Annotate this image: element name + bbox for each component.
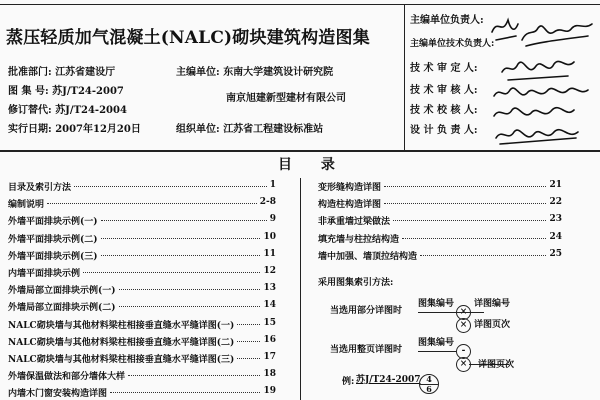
- signature-5: [494, 108, 574, 116]
- toc-entry: [8, 369, 276, 382]
- toc-entry: [8, 335, 276, 348]
- whole-page-label: 当选用整页详图时: [330, 345, 403, 355]
- atlas-number-label-2: 图集编号: [418, 338, 455, 348]
- toc-entry-page: 19: [263, 386, 276, 397]
- toc-entry-label: 墙中加强、墙顶拉结构造: [318, 251, 418, 262]
- toc-entry-page: 11: [263, 248, 276, 259]
- toc-entry-label: 目录及索引方法: [8, 183, 72, 193]
- signature-2: [522, 24, 592, 46]
- toc-entry-label: 变形缝构造详图: [318, 183, 382, 193]
- toc-entry-page: 10: [263, 231, 276, 242]
- contents-column-divider: [300, 178, 301, 400]
- whole-detail-circle: -: [456, 344, 471, 359]
- signature-3: [502, 61, 574, 80]
- top-border: [0, 4, 600, 5]
- toc-entry-label: NALC砌块墙与其他材料梁柱相接垂直缝水平缝详图(一): [8, 320, 235, 331]
- whole-leader-line: [418, 351, 456, 352]
- resp-technical-head: 主编单位技术负责人:: [410, 39, 495, 49]
- toc-entry: [318, 214, 562, 227]
- toc-leader-dots: [101, 238, 260, 239]
- toc-entry-page: 22: [549, 197, 562, 208]
- resp-auditor: 技 术 审 核 人:: [410, 85, 478, 96]
- toc-leader-dots: [402, 238, 546, 239]
- resp-checker: 技 术 校 核 人:: [410, 105, 478, 116]
- atlas-number-label-1: 图集编号: [418, 299, 455, 309]
- whole-page-circle: ×: [456, 357, 471, 372]
- toc-leader-dots: [101, 220, 267, 221]
- signature-4: [494, 88, 588, 96]
- toc-leader-dots: [237, 358, 260, 359]
- example-atlas-number: 苏J/T24-2007: [356, 375, 421, 385]
- toc-entry: [8, 318, 276, 331]
- toc-entry-page: 23: [549, 214, 562, 225]
- toc-entry-label: 非承重墙过梁做法: [318, 217, 391, 228]
- toc-entry: [8, 386, 276, 399]
- detail-page-label-2: 详图页次: [478, 360, 515, 370]
- toc-leader-dots: [119, 289, 260, 290]
- toc-entry-page: 9: [269, 214, 276, 225]
- info-replaces: 修订替代: 苏J/T24-2004: [8, 105, 127, 116]
- contents-heading: 目 录: [278, 157, 347, 173]
- resp-chief-unit-head: 主编单位负责人:: [410, 15, 484, 26]
- partial-leader-line: [418, 312, 456, 313]
- toc-entry-label: 外墙平面排块示例(三): [8, 251, 98, 262]
- toc-entry-label: 外墙保温做法和部分墙体大样: [8, 372, 126, 383]
- toc-entry: [8, 249, 276, 262]
- toc-entry-label: 构造柱构造详图: [318, 200, 382, 211]
- info-organizer: 组织单位: 江苏省工程建设标准站: [176, 124, 324, 135]
- toc-entry-label: 编制说明: [8, 200, 45, 211]
- toc-entry: [8, 180, 276, 193]
- toc-entry: [8, 266, 276, 279]
- example-detail-number: 4: [420, 375, 438, 385]
- toc-entry: [8, 232, 276, 245]
- toc-entry-page: 17: [263, 352, 276, 362]
- toc-leader-dots: [110, 392, 260, 393]
- toc-leader-dots: [384, 203, 546, 204]
- toc-entry-label: 外墙局部立面排块示例(一): [8, 286, 116, 297]
- example-index-circle: [419, 374, 439, 394]
- toc-leader-dots: [420, 255, 546, 256]
- example-label: 例:: [342, 377, 355, 387]
- info-atlas-number: 图 集 号: 苏J/T24-2007: [8, 86, 124, 97]
- toc-entry-page: 13: [263, 283, 276, 294]
- header-divider: [0, 150, 600, 152]
- index-method-heading: 采用图集索引方法:: [318, 278, 394, 288]
- header-vertical-divider: [404, 4, 405, 150]
- toc-leader-dots: [393, 220, 546, 221]
- toc-entry-page: 16: [263, 334, 276, 345]
- detail-number-label-1: 详图编号: [474, 299, 511, 309]
- toc-entry-page: 25: [549, 248, 562, 259]
- toc-entry: [8, 283, 276, 296]
- toc-entry-label: NALC砌块墙与其他材料梁柱相接垂直缝水平缝详图(三): [8, 355, 235, 365]
- toc-entry: [8, 197, 276, 210]
- toc-entry-page: 15: [263, 317, 276, 328]
- info-chief-editor-unit: 主编单位: 东南大学建筑设计研究院: [176, 67, 334, 78]
- toc-entry: [318, 232, 562, 245]
- toc-leader-dots: [119, 306, 260, 307]
- info-approver: 批准部门: 江苏省建设厅: [8, 67, 116, 78]
- toc-entry-label: 外墙平面排块示例(二): [8, 234, 98, 245]
- toc-entry-label: 填充墙与柱拉结构造: [318, 234, 400, 245]
- toc-entry-label: 外墙局部立面排块示例(二): [8, 303, 116, 314]
- example-page-number: 6: [426, 384, 432, 394]
- toc-entry: [318, 197, 562, 210]
- toc-entry: [8, 214, 276, 227]
- toc-entry-page: 14: [263, 300, 276, 311]
- toc-entry-label: 内墙平面排块示例: [8, 269, 81, 279]
- toc-entry-page: 24: [549, 231, 562, 242]
- toc-entry: [318, 180, 562, 193]
- toc-entry-page: 21: [549, 180, 562, 190]
- toc-leader-dots: [83, 272, 260, 273]
- atlas-title: 蒸压轻质加气混凝土(NALC)砌块建筑构造图集: [6, 28, 370, 48]
- info-effective-date: 实行日期: 2007年12月20日: [8, 124, 141, 135]
- detail-page-label-1: 详图页次: [474, 320, 511, 330]
- toc-entry-page: 18: [263, 369, 276, 380]
- toc-entry-label: 内墙木门窗安装构造详图: [8, 389, 108, 400]
- toc-leader-dots: [384, 186, 546, 187]
- toc-entry: [8, 300, 276, 313]
- partial-detail-label: 当选用部分详图时: [330, 306, 403, 316]
- toc-entry-page: 2-8: [259, 197, 276, 208]
- partial-page-circle: ×: [456, 318, 471, 333]
- signatures: [488, 6, 600, 146]
- toc-leader-dots: [47, 203, 257, 204]
- toc-leader-dots: [237, 324, 260, 325]
- resp-reviewer: 技 术 审 定 人:: [410, 63, 478, 74]
- partial-circle-midline: [456, 312, 484, 313]
- signature-1: [492, 20, 518, 40]
- signature-6: [496, 130, 578, 144]
- info-co-editor-unit: 南京旭建新型建材有限公司: [226, 93, 346, 104]
- toc-entry-page: 1: [269, 180, 276, 190]
- resp-design-head: 设 计 负 责 人:: [410, 125, 478, 136]
- toc-entry-label: NALC砌块墙与其他材料梁柱相接垂直缝水平缝详图(二): [8, 337, 235, 348]
- toc-entry-label: 外墙平面排块示例(一): [8, 217, 98, 228]
- toc-entry-page: 12: [263, 266, 276, 276]
- toc-leader-dots: [74, 186, 267, 187]
- toc-entry: [8, 352, 276, 365]
- toc-leader-dots: [128, 375, 260, 376]
- toc-entry: [318, 249, 562, 262]
- toc-leader-dots: [237, 341, 260, 342]
- toc-leader-dots: [101, 255, 260, 256]
